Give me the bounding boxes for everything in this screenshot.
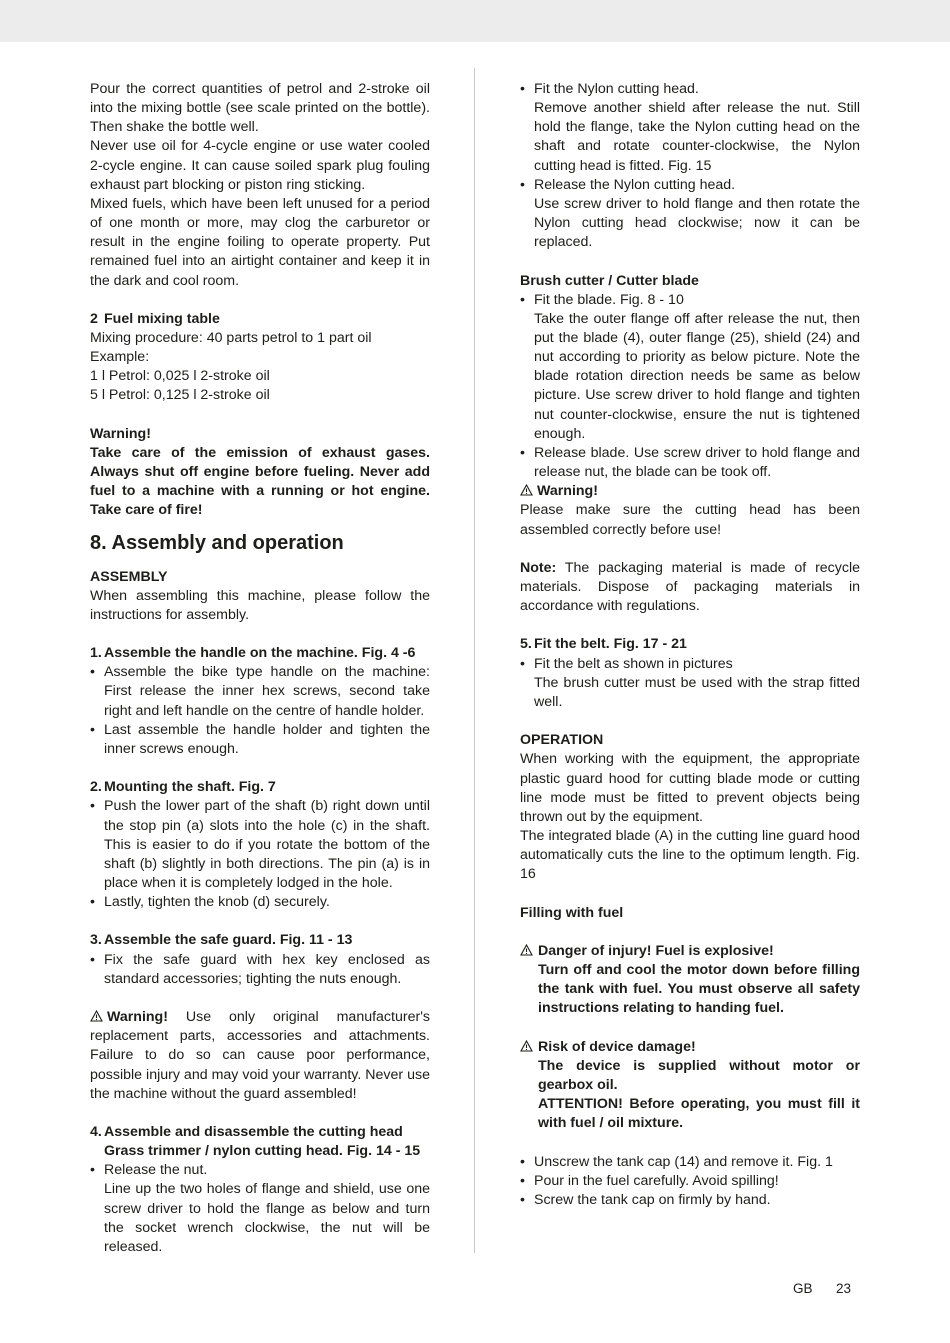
section-title: 8. Assembly and operation [90, 531, 344, 554]
step-number: 3. [90, 932, 102, 949]
page-number: 23 [836, 1281, 852, 1296]
packaging-note [520, 559, 860, 616]
bullet-detail: Line up the two holes of flange and shield, use one screw driver to hold the flange as below and turn the socket wrench clockwise, the nut will be released. [104, 1181, 430, 1255]
step-1-heading [90, 644, 430, 663]
bullet-text: Fix the safe guard with hex key enclosed as standard accessories; tighting the nuts enough. [104, 951, 430, 987]
parts-warning [90, 1008, 430, 1104]
exhaust-warning-text: Take care of the emission of exhaust gases. Always shut off engine before fueling. Never add fuel to a machine with a running or hot engine. Take care of fire! [90, 444, 430, 519]
bullet-text: Release the nut. [104, 1162, 208, 1179]
list-item: • Push the lower part of the shaft (b) right down until the stop pin (a) slots into the hole (c) in the shaft. This is easier to do if you rotate the bottom of the shaft (b) slightly in both directions. The pin (a) is in place when it is completely lodged in the hole. [90, 797, 430, 893]
intro-paragraph-1: Pour the correct quantities of petrol and 2-stroke oil into the mixing bottle (see scale printed on the bottle). Then shake the bottle well. [90, 81, 430, 136]
list-item: • Assemble the bike type handle on the machine: First release the inner hex screws, second take right and left handle on the centre of handle holder. [90, 663, 430, 720]
list-item: • Lastly, tighten the knob (d) securely. [90, 893, 430, 912]
danger-block [520, 942, 860, 1019]
fuel-table-heading [90, 310, 430, 329]
note-text: The packaging material is made of recycle materials. Dispose of packaging materials in accordance with regulations. [520, 559, 861, 615]
list-item: • Release the Nylon cutting head. [520, 176, 860, 195]
intro-paragraph-3: Mixed fuels, which have been left unused for a period of one month or more, may clog the carburetor or result in the engine foiling to operate property. Put remained fuel into an airtight container and keep it in the dark and cool room. [90, 195, 430, 289]
warning-label: Warning! [537, 483, 598, 500]
fuel-table-line: 5 l Petrol: 0,125 l 2-stroke oil [90, 387, 270, 404]
step-number: 2. [90, 779, 102, 796]
bullet-detail: Remove another shield after release the nut. Still hold the flange, take the Nylon cutting head on the shaft and rotate counter-clockwise, the Nylon cutting head is fitted. Fig. 15 [534, 100, 860, 174]
fuel-table-line: Mixing procedure: 40 parts petrol to 1 part oil [90, 330, 372, 347]
danger-text: Turn off and cool the motor down before filling the tank with fuel. You must observe all safety instructions relating to handing fuel. [538, 962, 860, 1017]
step-2-heading [90, 778, 430, 797]
bullet-text: Pour in the fuel carefully. Avoid spilling! [534, 1172, 779, 1189]
list-item: • Fix the safe guard with hex key enclosed as standard accessories; tighting the nuts enough. [90, 951, 430, 989]
assembly-heading: ASSEMBLY [90, 568, 168, 585]
step-title: Assemble the handle on the machine. Fig. 4 -6 [104, 645, 416, 662]
column-divider [474, 68, 475, 1253]
step-title: Fit the belt. Fig. 17 - 21 [534, 636, 687, 653]
list-item: • Release blade. Use screw driver to hold flange and release nut, the blade can be took off. [520, 444, 860, 482]
fuel-table-number: 2 [90, 310, 98, 327]
list-item: • Release the nut. [90, 1161, 430, 1180]
bullet-text: Fit the blade. Fig. 8 - 10 [534, 291, 684, 308]
right-column [520, 80, 860, 1210]
left-column [90, 80, 430, 1257]
bullet-text: Release the Nylon cutting head. [534, 176, 736, 193]
note-label: Note: [520, 559, 557, 576]
risk-attention: ATTENTION! Before operating, you must fill it with fuel / oil mixture. [538, 1096, 860, 1132]
step-title: Mounting the shaft. Fig. 7 [104, 779, 276, 796]
warning-triangle-icon [90, 1010, 103, 1022]
danger-title: Danger of injury! Fuel is explosive! [538, 942, 774, 959]
operation-paragraph: When working with the equipment, the appropriate plastic guard hood for cutting blade mode or cutting line mode must be fitted to prevent objects being thrown out by the equipment. [520, 751, 860, 825]
operation-paragraph: The integrated blade (A) in the cutting line guard hood automatically cuts the line to the optimum length. Fig. 16 [520, 828, 860, 883]
warning-triangle-icon [520, 484, 533, 496]
bullet-detail: The brush cutter must be used with the strap fitted well. [534, 674, 860, 710]
bullet-text: Assemble the bike type handle on the machine: First release the inner hex screws, second take right and left handle on the centre of handle holder. [104, 664, 430, 719]
list-item: • Last assemble the handle holder and tighten the inner screws enough. [90, 721, 430, 759]
top-header-band [0, 0, 950, 42]
bullet-text: Lastly, tighten the knob (d) securely. [104, 894, 330, 911]
fuel-table-title: Fuel mixing table [104, 310, 220, 327]
bullet-text: Fit the Nylon cutting head. [534, 81, 699, 97]
list-item: • Unscrew the tank cap (14) and remove it. Fig. 1 [520, 1153, 860, 1172]
step-title: Assemble and disassemble the cutting head [104, 1124, 403, 1141]
step-3-heading [90, 931, 430, 950]
risk-text: The device is supplied without motor or gearbox oil. [538, 1057, 860, 1094]
bullet-text: Screw the tank cap on firmly by hand. [534, 1191, 771, 1208]
exhaust-warning-title: Warning! [90, 425, 151, 442]
bullet-text: Last assemble the handle holder and tighten the inner screws enough. [104, 721, 430, 757]
assembly-warning-title [520, 482, 860, 501]
bullet-detail: Use screw driver to hold flange and then rotate the Nylon cutting head clockwise; now it can be replaced. [534, 195, 860, 251]
fuel-table-line: Example: [90, 349, 150, 366]
warning-text: Use only original manufacturer's replacement parts, accessories and attachments. Failure to do so can cause poor performance, possible injury and may void your warranty. Never use the machine without the guard assembled! [90, 1009, 430, 1102]
bullet-text: Release blade. Use screw driver to hold flange and release nut, the blade can be took off. [534, 444, 860, 481]
bullet-text: Fit the belt as shown in pictures [534, 655, 733, 672]
operation-heading: OPERATION [520, 732, 604, 749]
step-4-subtitle: Grass trimmer / nylon cutting head. Fig. 14 - 15 [104, 1143, 421, 1160]
bullet-text: Unscrew the tank cap (14) and remove it. Fig. 1 [534, 1153, 833, 1170]
list-item: • Fit the blade. Fig. 8 - 10 [520, 291, 860, 310]
assembly-intro: When assembling this machine, please follow the instructions for assembly. [90, 587, 430, 623]
warning-triangle-icon [520, 1040, 533, 1052]
bullet-text: Push the lower part of the shaft (b) right down until the stop pin (a) slots into the hole (c) in the shaft. This is easier to do if you rotate the bottom of the shaft (b) slightly in both directions. The pin (a) is in place when it is completely lodged in the hole. [104, 798, 430, 892]
risk-block [520, 1038, 860, 1134]
step-number: 1. [90, 645, 102, 662]
step-4-heading [90, 1123, 430, 1142]
filling-heading: Filling with fuel [520, 904, 624, 921]
list-item: • Pour in the fuel carefully. Avoid spilling! [520, 1172, 860, 1191]
fuel-table-line: 1 l Petrol: 0,025 l 2-stroke oil [90, 368, 270, 385]
intro-paragraph-2: Never use oil for 4-cycle engine or use water cooled 2-cycle engine. It can cause soiled spark plug fouling exhaust part blocking or piston ring sticking. [90, 138, 430, 193]
list-item: • Screw the tank cap on firmly by hand. [520, 1191, 860, 1210]
step-5-heading [520, 635, 860, 654]
brush-cutter-heading: Brush cutter / Cutter blade [520, 272, 699, 289]
list-item: • Fit the Nylon cutting head. [520, 80, 860, 99]
bullet-detail: Take the outer flange off after release the nut, then put the blade (4), outer flange (25), shield (24) and nut according to priority as below picture. Note the blade rotation direction needs be same as below picture. Use screw driver to hold flange and tighten nut counter-clockwise, ensure the nut is tightened enough. [534, 310, 860, 442]
warning-triangle-icon [520, 944, 533, 956]
footer-language: GB [793, 1281, 813, 1296]
step-number: 5. [520, 636, 532, 653]
step-number: 4. [90, 1124, 102, 1141]
warning-label: Warning! [107, 1009, 168, 1026]
list-item: • Fit the belt as shown in pictures [520, 655, 860, 674]
step-title: Assemble the safe guard. Fig. 11 - 13 [104, 932, 353, 949]
risk-title: Risk of device damage! [538, 1038, 696, 1055]
assembly-warning-text: Please make sure the cutting head has been assembled correctly before use! [520, 502, 860, 538]
